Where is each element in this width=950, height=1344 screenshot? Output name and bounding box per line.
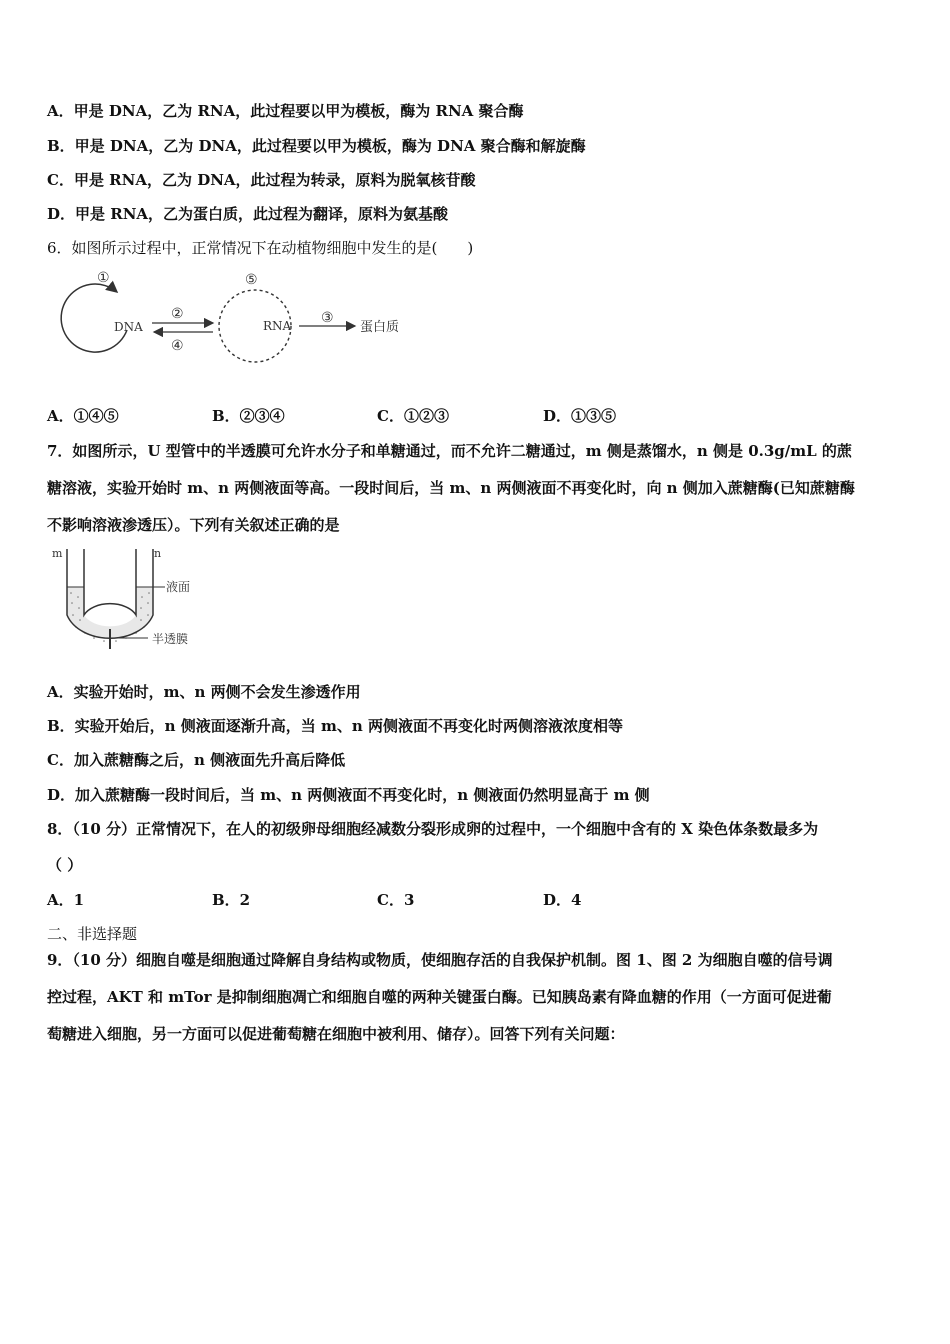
label-5: ⑤ xyxy=(245,272,258,288)
q8-option-b: B．2 xyxy=(212,891,251,909)
q6-stem: 6．如图所示过程中，正常情况下在动植物细胞中发生的是( ) xyxy=(47,239,474,257)
q6-central-dogma-figure xyxy=(55,268,425,368)
q7-stem-line1 xyxy=(47,441,852,461)
q7-option-c: C．加入蔗糖酶之后，n 侧液面先升高后降低 xyxy=(47,751,346,769)
n-side-label: n xyxy=(154,547,162,560)
q8-stem-line2: （ ） xyxy=(47,856,83,874)
q9-line1: 9．（10 分）细胞自噬是细胞通过降解自身结构或物质，使细胞存活的自我保护机制。图 1、图 2 为细胞自噬的信号调 xyxy=(47,951,833,969)
protein-label: 蛋白质 xyxy=(360,320,400,335)
q7-option-b: B．实验开始后，n 侧液面逐渐升高，当 m、n 两侧液面不再变化时两侧溶液浓度相等 xyxy=(47,717,624,735)
membrane-label: 半透膜 xyxy=(152,632,189,646)
label-2: ② xyxy=(171,306,184,322)
q9-line2: 控过程，AKT 和 mTor 是抑制细胞凋亡和细胞自噬的两种关键蛋白酶。已知胰岛素有降血糖的作用（一方面可促进葡 xyxy=(47,988,832,1006)
q6-option-c: C．①②③ xyxy=(377,407,449,425)
rna-label: RNA xyxy=(263,319,292,333)
section-heading: 二、非选择题 xyxy=(47,925,138,943)
q7-u-tube-figure xyxy=(50,545,210,655)
q7-stem-line2: 糖溶液，实验开始时 m、n 两侧液面等高。一段时间后，当 m、n 两侧液面不再变化时，向 n 侧加入蔗糖酶(已知蔗糖酶 xyxy=(47,479,855,497)
q6-option-d: D．①③⑤ xyxy=(543,407,617,425)
q7-stem-text-1: 7．如图所示，U 型管中的半透膜可允许水分子和单糖通过，而不允许二糖通过，m 侧是蒸馏水，n 侧是 0.3g/mL 的蔗 xyxy=(47,442,852,460)
q7-option-d: D．加入蔗糖酶一段时间后，当 m、n 两侧液面不再变化时，n 侧液面仍然明显高于 m 侧 xyxy=(47,786,650,804)
m-side-label: m xyxy=(52,547,63,560)
q9-line3: 萄糖进入细胞，另一方面可以促进葡萄糖在细胞中被利用、储存）。回答下列有关问题： xyxy=(47,1025,625,1043)
q5-option-d: D．甲是 RNA，乙为蛋白质，此过程为翻译，原料为氨基酸 xyxy=(47,205,449,223)
q5-option-c: C．甲是 RNA，乙为 DNA，此过程为转录，原料为脱氧核苷酸 xyxy=(47,171,476,189)
q8-option-d: D．4 xyxy=(543,891,582,909)
q5-option-a: A．甲是 DNA，乙为 RNA，此过程要以甲为模板，酶为 RNA 聚合酶 xyxy=(47,102,524,120)
q8-stem-line1: 8．（10 分）正常情况下，在人的初级卵母细胞经减数分裂形成卵的过程中，一个细胞中含有的 X 染色体条数最多为 xyxy=(47,820,819,838)
label-1: ① xyxy=(97,270,110,286)
q5-option-b: B．甲是 DNA，乙为 DNA，此过程要以甲为模板，酶为 DNA 聚合酶和解旋酶 xyxy=(47,137,586,155)
u-tube-inner-wall xyxy=(84,549,136,615)
dna-label: DNA xyxy=(114,320,143,334)
label-3: ③ xyxy=(321,310,334,326)
surface-label: 液面 xyxy=(166,580,191,594)
q6-option-b: B．②③④ xyxy=(212,407,285,425)
q8-option-c: C．3 xyxy=(377,891,415,909)
q8-option-a: A．1 xyxy=(47,891,85,909)
q7-stem-line3: 不影响溶液渗透压）。下列有关叙述正确的是 xyxy=(47,516,340,534)
dna-replication-arrow xyxy=(61,284,127,352)
q7-option-a: A．实验开始时，m、n 两侧不会发生渗透作用 xyxy=(47,683,361,701)
label-4: ④ xyxy=(171,338,184,354)
q6-option-a: A．①④⑤ xyxy=(47,407,119,425)
